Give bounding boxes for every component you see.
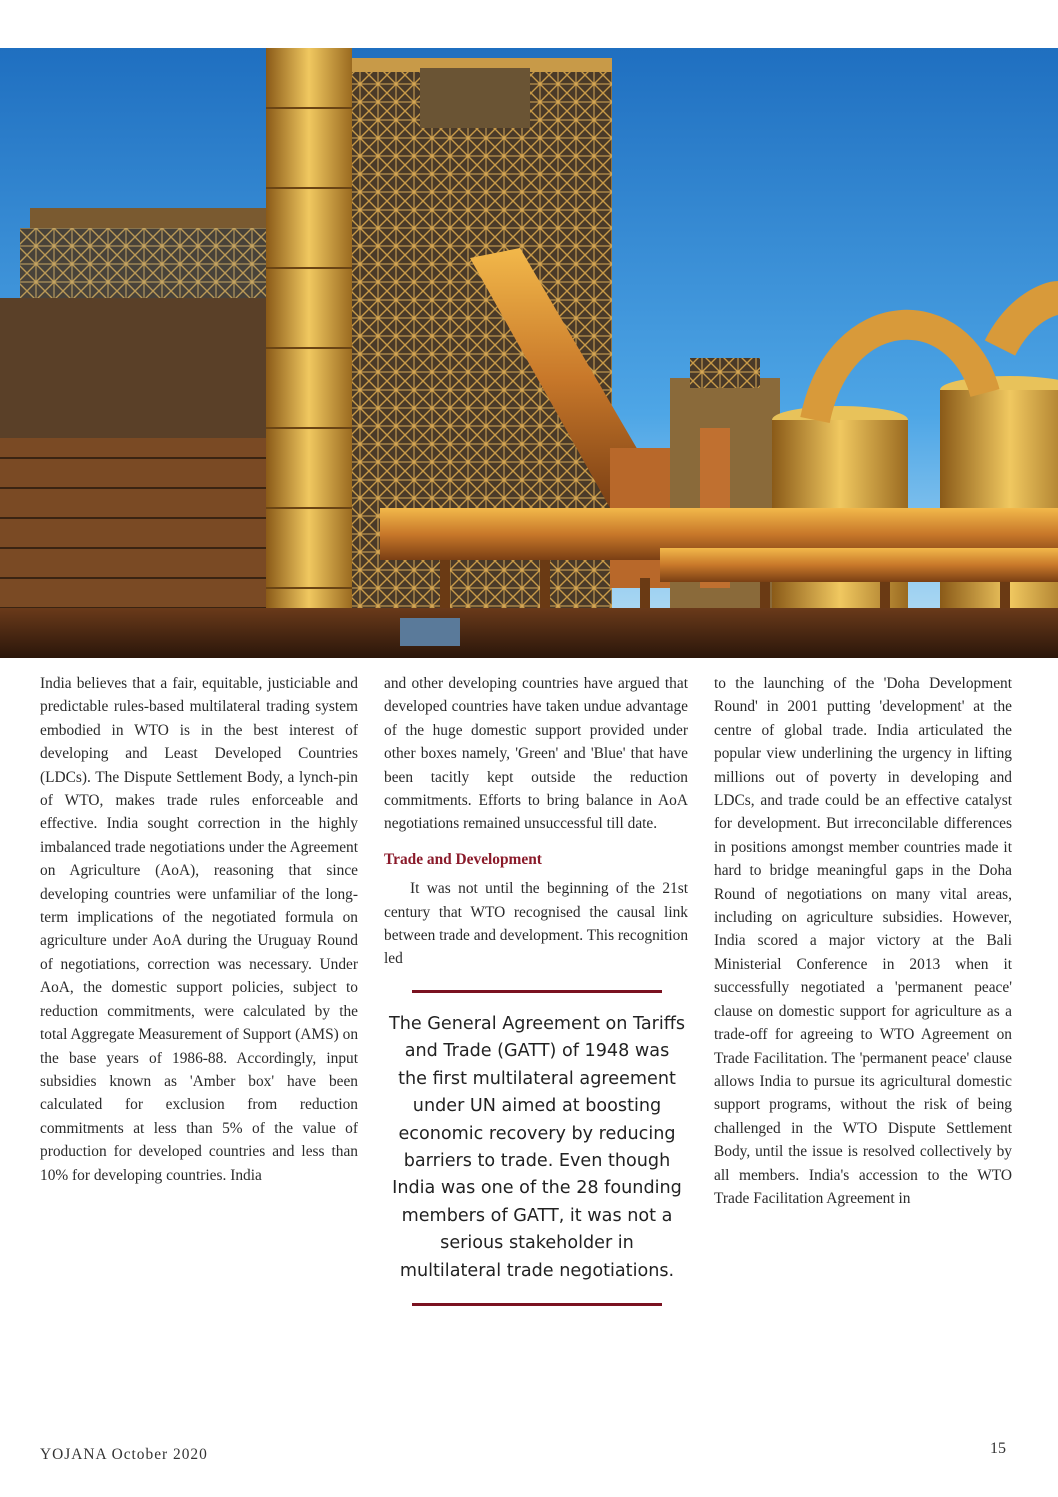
column-1: [40, 672, 358, 1187]
steel-plant-illustration: [0, 48, 1058, 658]
paragraph: to the launching of the 'Doha Development Round' in 2001 putting 'development' at the centre of global trade. India articulated the popular view underlining the urgency in lifting millions out of poverty in developing and LDCs, and trade could be an effective catalyst for development. But irreconcilable differences in positions amongst member countries made it hard to bridge meaningful gaps in the Doha Round of negotiations on many vital areas, including on agriculture subsidies. However, India scored a major victory at the Bali Ministerial Conference in 2013 when it successfully negotiated a 'permanent peace' clause on domestic support for agriculture as a trade-off for agreeing to WTO Agreement on Trade Facilitation. The 'permanent peace' clause allows India to pursue its agricultural domestic support programs, without the risk of being challenged in the WTO Dispute Settlement Body, until the issue is resolved collectively by all members. India's accession to the WTO Trade Facilitation Agreement in: [714, 675, 1012, 1207]
top-rule: [412, 990, 662, 993]
paragraph: and other developing countries have argued that developed countries have taken undue advantage of the huge domestic support provided under other boxes namely, 'Green' and 'Blue' that have been tacitly kept outside the reduction commitments. Efforts to bring balance in AoA negotiations remained unsuccessful till date.: [384, 675, 688, 833]
hero-photo: [0, 48, 1058, 658]
issue-date: October 2020: [111, 1446, 208, 1463]
section-heading: Trade and Development: [384, 850, 542, 868]
paragraph: It was not until the beginning of the 21st century that WTO recognised the causal link between trade and development. This recognition led: [384, 880, 689, 968]
column-3: [714, 672, 1012, 1210]
column-2: [384, 672, 688, 971]
magazine-name: YOJANA: [40, 1446, 107, 1463]
page-number: 15: [990, 1440, 1006, 1457]
lift-tower: [266, 48, 352, 658]
ground: [0, 608, 1058, 658]
paragraph: India believes that a fair, equitable, justiciable and predictable rules-based multilateral trading system embodied in WTO is in the best interest of developing and Least Developed Countries (LDCs). The Dispute Settlement Body, a lynch-pin of WTO, makes trade rules enforceable and effective. India sought correction in the highly imbalanced trade negotiations under the Agreement on Agriculture (AoA), reasoning that since developing countries were unfamiliar of the long-term implications of the negotiated formula on agriculture under AoA during the Uruguay Round of negotiations, correction was necessary. Under AoA, the domestic support policies, subject to reduction commitments, were calculated by the total Aggregate Measurement of Support (AMS) on the base years of 1986-88. Accordingly, input subsidies known as 'Amber box' have been calculated for exclusion from reduction commitments at less than 5% of the value of production for developed countries and less than 10% for developing countries. India: [40, 675, 359, 1184]
bottom-rule: [412, 1303, 662, 1306]
silo-right: [940, 390, 1058, 620]
pull-quote-box: [384, 990, 690, 1360]
footer-magazine: [40, 1446, 208, 1464]
pull-quote-text: The General Agreement on Tariffs and Trade (GATT) of 1948 was the first multilateral agreement under UN aimed at boosting economic recovery by reducing barriers to trade. Even though India was one of the 28 founding members of GATT, it was not a serious stakeholder in multilateral trade negotiations.: [388, 1014, 686, 1281]
